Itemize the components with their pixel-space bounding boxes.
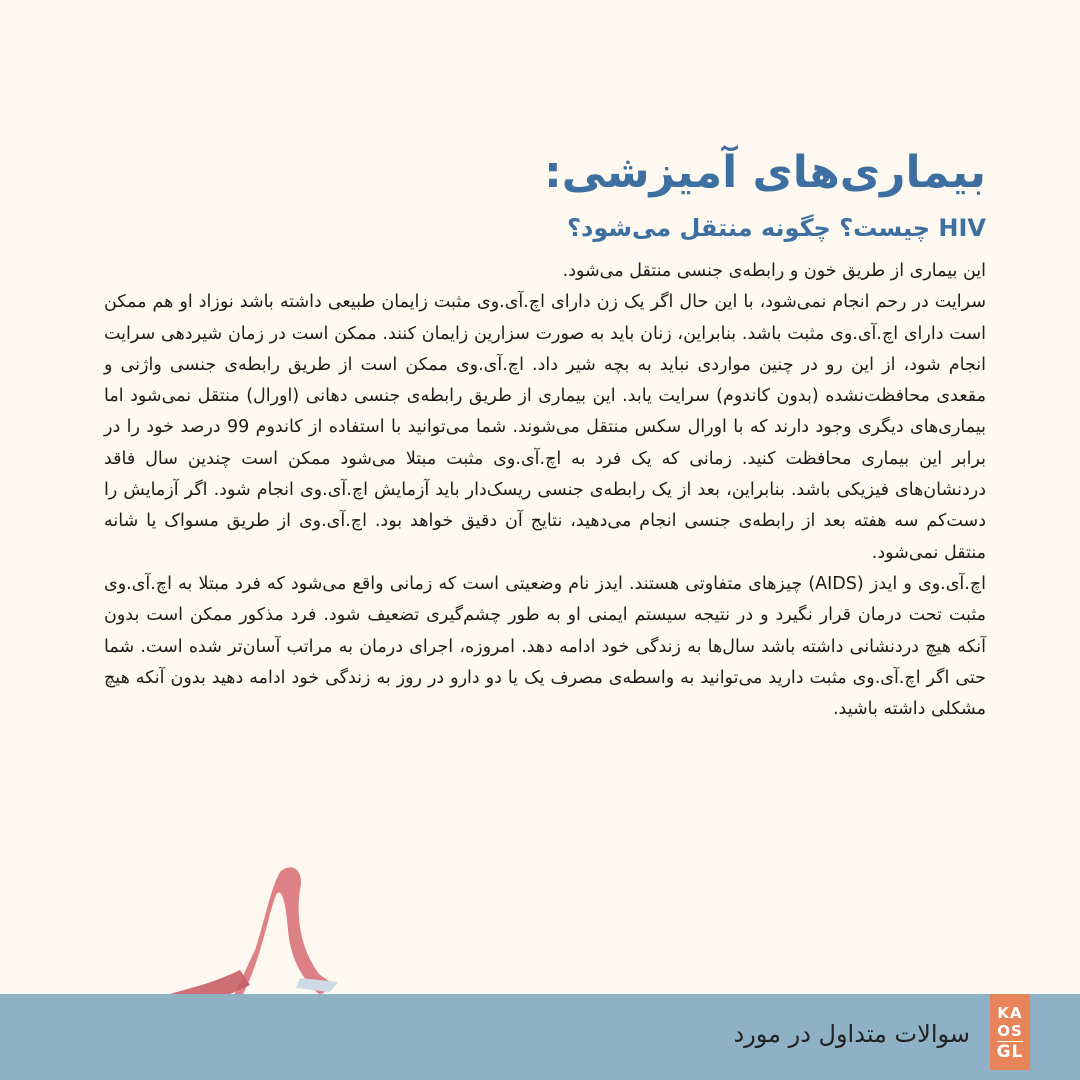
footer-text: سوالات متداول در مورد [733, 1020, 970, 1048]
footer-band [0, 994, 1080, 1080]
page-title: بیماری‌های آمیزشی: [544, 147, 986, 198]
kaos-gl-logo [990, 994, 1030, 1070]
paragraph-transmission: سرایت در رحم انجام نمی‌شود، با این حال اگر یک زن دارای اچ.آی.وی مثبت زایمان طبیعی داشته باشد نوزاد او هم ممکن است دارای اچ.آی.وی مثبت باشد. بنابراین، زنان باید به صورت سزارین زایمان کنند. ممکن است در زمان شیردهی سرایت انجام شود، از این رو در چنین مواردی نباید به بچه شیر داد. اچ.آی.وی ممکن است از طریق رابطه‌ی جنسی واژنی و مقعدی محافظت‌نشده (بدون کاندوم) سرایت یابد. این بیماری از طریق رابطه‌ی جنسی دهانی (اورال) منتقل نمی‌شود اما بیماری‌های دیگری وجود دارند که با اورال سکس منتقل می‌شوند. شما می‌توانید با استفاده از کاندوم 99 درصد خود را در برابر این بیماری محافظت کنید. زمانی که یک فرد به اچ.آی.وی مثبت مبتلا می‌شود ممکن است چندین سال فاقد دردنشان‌های فیزیکی باشد. بنابراین، بعد از یک رابطه‌ی جنسی ریسک‌دار باید آزمایش اچ.آی.وی انجام شود. اگر آزمایش را دست‌کم سه هفته بعد از رابطه‌ی جنسی انجام می‌دهید، نتایج آن دقیق خواهد بود. اچ.آی.وی از طریق مسواک یا شانه منتقل نمی‌شود. [104, 292, 986, 563]
article [104, 138, 986, 725]
paragraph-intro: این بیماری از طریق خون و رابطه‌ی جنسی منتقل می‌شود. [562, 261, 986, 281]
logo-line-2: OS [997, 1021, 1023, 1040]
logo-line-1: KA [997, 1003, 1023, 1022]
logo-line-3: GL [996, 1041, 1024, 1062]
paragraph-aids: اچ.آی.وی و ایدز (AIDS) چیزهای متفاوتی هستند. ایدز نام وضعیتی است که زمانی واقع می‌شود که فرد مبتلا به اچ.آی.وی مثبت تحت درمان قرار نگیرد و در نتیجه سیستم ایمنی او به طور چشم‌گیری تضعیف شود. فرد مذکور ممکن است بدون آنکه هیچ دردنشانی داشته باشد سال‌ها به زندگی خود ادامه دهد. امروزه، اجرای درمان به مراتب آسان‌تر شده است. شما حتی اگر اچ.آی.وی مثبت دارید می‌توانید به واسطه‌ی مصرف یک یا دو دارو در روز به زندگی خود ادامه دهید بدون آنکه هیچ مشکلی داشته باشید. [104, 573, 986, 720]
section-subtitle: HIV چیست؟ چگونه منتقل می‌شود؟ [567, 214, 986, 242]
